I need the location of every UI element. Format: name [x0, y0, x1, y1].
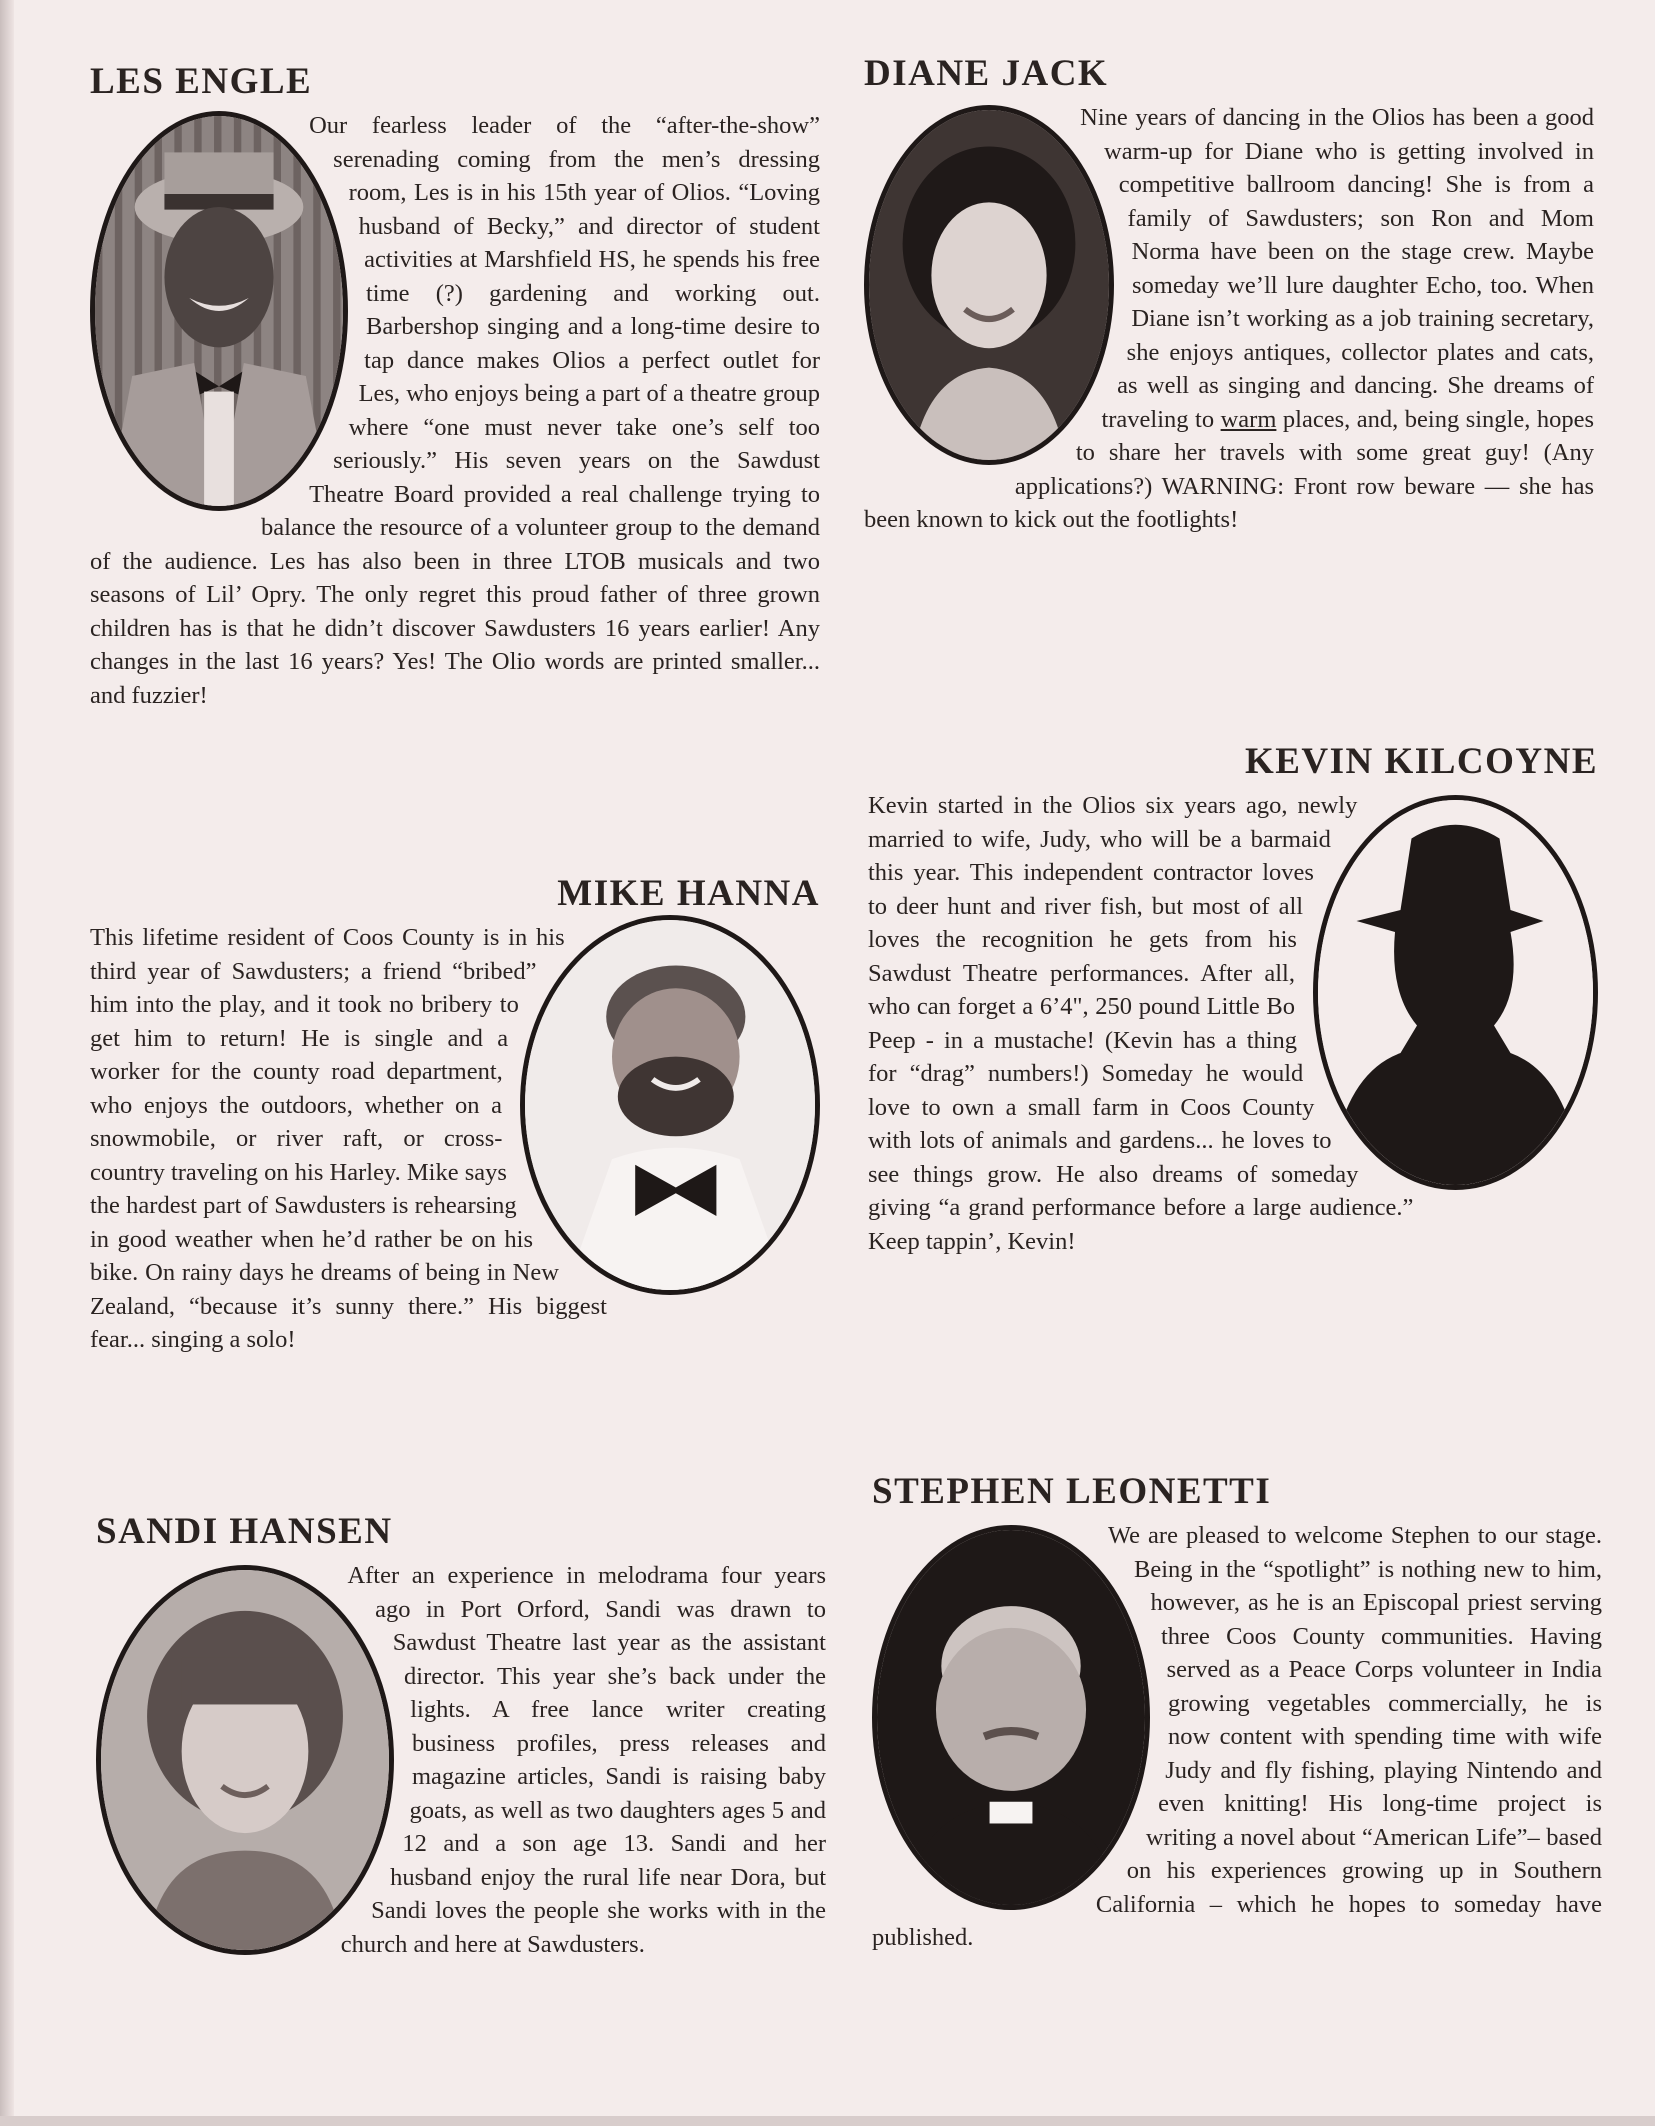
man-with-hat-photo-icon	[95, 116, 343, 506]
bio-text: Our fearless leader of the “after-the-show” serenading coming from the men’s dressing room, Les is in his 15th year of Olios. “Loving husband of Becky,” and director of student activities at Marshfield HS, he spends his free time (?) gardening and working out. Barbershop singing and a long-time desire to tap dance makes Olios a perfect outlet for Les, who enjoys being a part of a theatre group where “one must never take one’s self too seriously.” His seven years on the Sawdust Theatre Board provided a real challenge trying to balance the resource of a volunteer group to the demand of the audience. Les has also been in three LTOB musicals and two seasons of Lil’ Opry. The only regret this proud father of three grown children has is that he didn’t discover Sawdusters 16 years earlier! Any changes in the last 16 years? Yes! The Olio words are printed smaller... and fuzzier!	[90, 112, 820, 709]
bio-text-part-a: Nine years of dancing in the Olios has been a good warm-up for Diane who is getting involved in competitive ballroom dancing! She is from a family of Sawdusters; son Ron and Mom Norma have been on the stage crew. Maybe someday we’ll lure daughter Echo, too. When Diane isn’t working as a job training secretary, she enjoys antiques, collector plates and cats, as well as singing and dancing. She dreams of traveling to	[1080, 104, 1594, 433]
bio-text: After an experience in melodrama four years ago in Port Orford, Sandi was drawn to Sawdust Theatre last year as the assistant director. This year she’s back under the lights. A free lance writer creating business profiles, press releases and magazine articles, Sandi is raising baby goats, as well as two daughters ages 5 and 12 and a son age 13. Sandi and her husband enjoy the rural life near Dora, but Sandi loves the people she works with in the church and here at Sawdusters.	[340, 1562, 826, 1958]
portrait-sandi-hansen	[96, 1565, 394, 1955]
priest-photo-icon	[877, 1530, 1145, 1905]
portrait-les-engle	[90, 111, 348, 511]
portrait-kevin-kilcoyne	[1313, 795, 1598, 1190]
bio-text-part-b: places, and, being single, hopes to share her travels with some great guy! (Any applications?) WARNING: Front row beware — she has been known to kick out the footlights!	[864, 405, 1595, 533]
bio-text: Kevin started in the Olios six years ago, newly married to wife, Judy, who will be a barmaid this year. This independent contractor loves to deer hunt and river fish, but most of all loves the recognition he gets from his Sawdust Theatre performances. After all, who can forget a 6’4", 250 pound Little Bo Peep - in a mustache! (Kevin has a thing for “drag” numbers!) Someday he would love to own a small farm in Coos County with lots of animals and gardens... he loves to see things grow. He also dreams of someday giving “a grand performance before a large audience.” Keep tappin’, Kevin!	[868, 792, 1414, 1255]
portrait-mike-hanna	[520, 915, 820, 1295]
portrait-stephen-leonetti	[872, 1525, 1150, 1910]
page-spine	[0, 0, 14, 2126]
bio-sandi-hansen	[96, 1510, 826, 1961]
silhouette-icon	[1318, 800, 1593, 1185]
bio-name: SANDI HANSEN	[96, 1511, 393, 1552]
bio-stephen-leonetti	[872, 1470, 1602, 1955]
portrait-diane-jack	[864, 105, 1114, 465]
bio-les-engle	[90, 60, 820, 712]
bio-name: LES ENGLE	[90, 61, 313, 102]
bio-mike-hanna	[90, 872, 820, 1357]
bearded-man-photo-icon	[525, 920, 815, 1290]
bio-name: DIANE JACK	[864, 53, 1109, 94]
bio-name: KEVIN KILCOYNE	[1244, 741, 1598, 782]
page-bottom-edge	[0, 2116, 1655, 2126]
emphasized-word: warm	[1220, 405, 1277, 433]
bio-text: We are pleased to welcome Stephen to our stage. Being in the “spotlight” is nothing new to him, however, as he is an Episcopal priest serving three Coos County communities. Having served as a Peace Corps volunteer in India growing vegetables commercially, he is now content with spending time with wife Judy and fly fishing, playing Nintendo and even knitting! His long-time project is writing a novel about “American Life”– based on his experiences growing up in Southern California – which he hopes to someday have published.	[872, 1522, 1602, 1951]
woman-smiling-photo-icon	[869, 110, 1109, 460]
bio-diane-jack	[864, 52, 1594, 537]
woman-photo-icon	[101, 1570, 389, 1950]
bio-kevin-kilcoyne	[868, 740, 1598, 1258]
bio-text: This lifetime resident of Coos County is in his third year of Sawdusters; a friend “bribed” him into the play, and it took no bribery to get him to return! He is single and a worker for the county road department, who enjoys the outdoors, whether on a snowmobile, or river raft, or cross-country traveling on his Harley. Mike says the hardest part of Sawdusters is rehearsing in good weather when he’d rather be on his bike. On rainy days he dreams of being in New Zealand, “because it’s sunny there.” His biggest fear... singing a solo!	[90, 924, 607, 1353]
bio-name: MIKE HANNA	[557, 873, 820, 914]
bio-name: STEPHEN LEONETTI	[872, 1471, 1272, 1512]
